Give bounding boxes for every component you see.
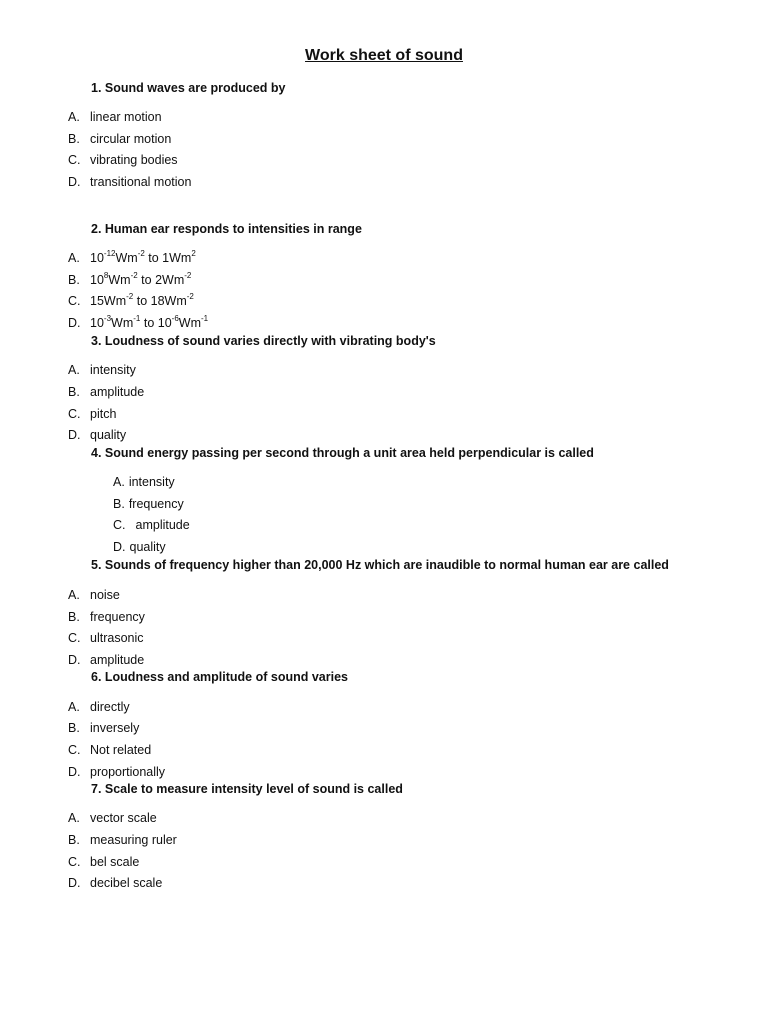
option-text: $15Wm^{-2}$ to $18Wm^{-2}$ <box>90 291 194 308</box>
option-letter: D. <box>68 765 81 779</box>
option-letter: A. <box>68 363 80 377</box>
question-4: 4. Sound energy passing per second through a unit area held perpendicular is called <box>91 446 594 460</box>
option-text: Not related <box>90 743 152 757</box>
question-2: 2. Human ear responds to intensities in range <box>91 222 362 236</box>
option-text: quality <box>90 428 127 442</box>
option-5a[interactable] <box>68 588 120 602</box>
option-3a[interactable] <box>68 363 136 377</box>
option-7b[interactable] <box>68 833 177 847</box>
option-text: linear motion <box>90 110 162 124</box>
option-letter: C. <box>68 743 81 757</box>
option-6d[interactable] <box>68 765 165 779</box>
option-text: vector scale <box>90 811 157 825</box>
option-2b[interactable] <box>68 270 192 287</box>
option-text: pitch <box>90 407 117 421</box>
option-text: measuring ruler <box>90 833 177 847</box>
option-letter: A. <box>68 110 80 124</box>
option-letter: B. <box>68 833 80 847</box>
option-2d[interactable] <box>68 313 209 330</box>
option-text: noise <box>90 588 120 602</box>
option-4b[interactable] <box>113 497 184 511</box>
option-letter: D. <box>113 540 126 554</box>
option-2a[interactable] <box>68 248 196 265</box>
option-1d[interactable] <box>68 175 191 189</box>
option-text: proportionally <box>90 765 166 779</box>
option-text: ultrasonic <box>90 631 144 645</box>
option-text: circular motion <box>90 132 172 146</box>
option-letter: B. <box>68 385 80 399</box>
option-5b[interactable] <box>68 610 145 624</box>
option-text: decibel scale <box>90 876 163 890</box>
option-letter: C. <box>68 631 81 645</box>
option-text: quality <box>129 540 166 554</box>
option-letter: D. <box>68 316 81 330</box>
option-letter: D. <box>68 175 81 189</box>
option-5d[interactable] <box>68 653 144 667</box>
option-6c[interactable] <box>68 743 151 757</box>
option-text: $10^{-12}Wm^{-2}$ to 1Wm$^2$ <box>90 248 196 265</box>
option-4a[interactable] <box>113 475 175 489</box>
option-letter: C. <box>68 855 81 869</box>
option-7a[interactable] <box>68 811 157 825</box>
option-text: intensity <box>128 475 175 489</box>
option-letter: D. <box>68 428 81 442</box>
option-letter: C. <box>68 153 81 167</box>
option-3d[interactable] <box>68 428 126 442</box>
option-3c[interactable] <box>68 407 116 421</box>
option-text: amplitude <box>135 518 190 532</box>
option-text: inversely <box>90 721 140 735</box>
option-text: amplitude <box>90 385 145 399</box>
option-6a[interactable] <box>68 700 130 714</box>
option-letter: A. <box>68 251 80 265</box>
option-letter: C. <box>68 407 81 421</box>
option-1b[interactable] <box>68 132 171 146</box>
option-letter: B. <box>113 497 125 511</box>
question-1: 1. Sound waves are produced by <box>91 81 286 95</box>
option-3b[interactable] <box>68 385 144 399</box>
page-title: Work sheet of sound <box>305 47 463 64</box>
option-text: directly <box>90 700 130 714</box>
option-letter: D. <box>68 653 81 667</box>
option-letter: B. <box>68 132 80 146</box>
option-1c[interactable] <box>68 153 178 167</box>
option-text: amplitude <box>90 653 145 667</box>
option-text: vibrating bodies <box>90 153 178 167</box>
option-letter: B. <box>68 610 80 624</box>
option-letter: A. <box>68 700 80 714</box>
option-letter: A. <box>68 811 80 825</box>
option-letter: C. <box>113 518 126 532</box>
option-6b[interactable] <box>68 721 139 735</box>
option-text: frequency <box>90 610 145 624</box>
option-5c[interactable] <box>68 631 144 645</box>
option-text: transitional motion <box>90 175 192 189</box>
option-text: frequency <box>128 497 184 511</box>
option-letter: B. <box>68 273 80 287</box>
option-4d[interactable] <box>113 540 166 554</box>
question-7: 7. Scale to measure intensity level of sound is called <box>91 782 403 796</box>
option-letter: A. <box>113 475 125 489</box>
option-text: bel scale <box>90 855 140 869</box>
question-6: 6. Loudness and amplitude of sound varies <box>91 670 348 684</box>
option-1a[interactable] <box>68 110 162 124</box>
option-letter: D. <box>68 876 81 890</box>
option-letter: A. <box>68 588 80 602</box>
option-2c[interactable] <box>68 291 194 308</box>
question-5: 5. Sounds of frequency higher than 20,000 Hz which are inaudible to normal human ear are called <box>91 558 669 572</box>
option-text: $10^8Wm^{-2}$ to $2Wm^{-2}$ <box>90 270 192 287</box>
option-letter: C. <box>68 294 81 308</box>
option-text: intensity <box>90 363 136 377</box>
option-letter: B. <box>68 721 80 735</box>
option-7c[interactable] <box>68 855 139 869</box>
option-7d[interactable] <box>68 876 162 890</box>
question-3: 3. Loudness of sound varies directly with vibrating body's <box>91 334 436 348</box>
option-text: $10^{-3}Wm^{-1}$ to $10^{-6}Wm^{-1}$ <box>90 313 209 330</box>
option-4c[interactable] <box>113 518 190 532</box>
